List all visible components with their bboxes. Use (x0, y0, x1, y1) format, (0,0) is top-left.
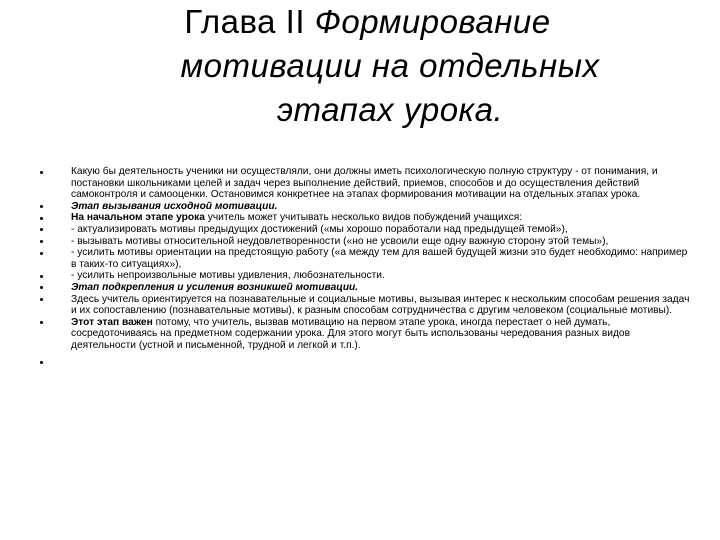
list-item (40, 317, 690, 352)
item-text: - актуализировать мотивы предыдущих достижений («мы хорошо поработали над предыдущей темой»), (71, 223, 568, 235)
item-text: - усилить мотивы ориентации на предстоящую работу («а между тем для вашей будущей жизни это будет необходимо: например в таких-то ситуациях»), (71, 247, 688, 270)
title-line-1 (110, 0, 670, 44)
item-text: Здесь учитель ориентируется на познавательные и социальные мотивы, вызывая интерес к нескольким способам решения задач и их сопоставлению (познавательные мотивы), к разным способам сотрудничества с другим человеком (социальные мотивы). (71, 293, 690, 317)
item-bold-lead: На начальном этапе урока (71, 212, 205, 224)
title-line-2: мотивации на отдельных (180, 47, 600, 84)
bullet-list (40, 166, 690, 366)
bullet-icon (40, 275, 43, 278)
item-heading: Этап вызывания исходной мотивации. (71, 200, 278, 212)
list-item (40, 224, 690, 236)
bullet-icon (40, 240, 43, 243)
list-item (40, 282, 690, 294)
list-item (40, 247, 690, 270)
bullet-icon (40, 228, 43, 231)
slide-title (110, 0, 670, 132)
item-text: Какую бы деятельность ученики ни осуществляли, они должны иметь психологическую полную структуру - от понимания, и постановки школьниками целей и задач через выполнение действий, приемов, способов и до осуществления действий самоконтроля и самооценки. Остановимся конкретнее на этапах формирования мотивации на отдельных этапах урока. (71, 166, 658, 201)
bullet-icon (40, 286, 43, 289)
title-line-3: этапах урока. (276, 91, 504, 128)
title-prefix: Глава II (184, 3, 315, 40)
list-item (40, 201, 690, 213)
bullet-icon (40, 205, 43, 208)
list-item (40, 236, 690, 248)
title-italic-word: Формирование (314, 3, 551, 40)
item-text: потому, что учитель, вызвав мотивацию на первом этапе урока, иногда перестает о ней думать, сосредоточиваясь на предметном содержании урока. Для этого могут быть использованы чередования разных видов деятельности (устной и письменной, трудной и легкой и т.п.). (71, 316, 631, 351)
list-item (40, 294, 690, 317)
item-bold-lead: Этот этап важен (71, 316, 153, 328)
bullet-icon (40, 361, 43, 364)
bullet-icon (40, 252, 43, 255)
bullet-icon (40, 321, 43, 324)
list-item (40, 270, 690, 282)
item-text: - усилить непроизвольные мотивы удивления, любознательности. (71, 270, 385, 282)
list-item-empty (40, 352, 690, 366)
list-item (40, 166, 690, 201)
item-text: - вызывать мотивы относительной неудовлетворенности («но не усвоили еще одну важную сторону этой темы»), (71, 235, 609, 247)
item-heading: Этап подкрепления и усиления возникшей мотивации. (71, 281, 359, 293)
list-item (40, 212, 690, 224)
bullet-icon (40, 298, 43, 301)
bullet-icon (40, 217, 43, 220)
bullet-icon (40, 171, 43, 174)
item-text: учитель может учитывать несколько видов побуждений учащихся: (204, 212, 523, 224)
